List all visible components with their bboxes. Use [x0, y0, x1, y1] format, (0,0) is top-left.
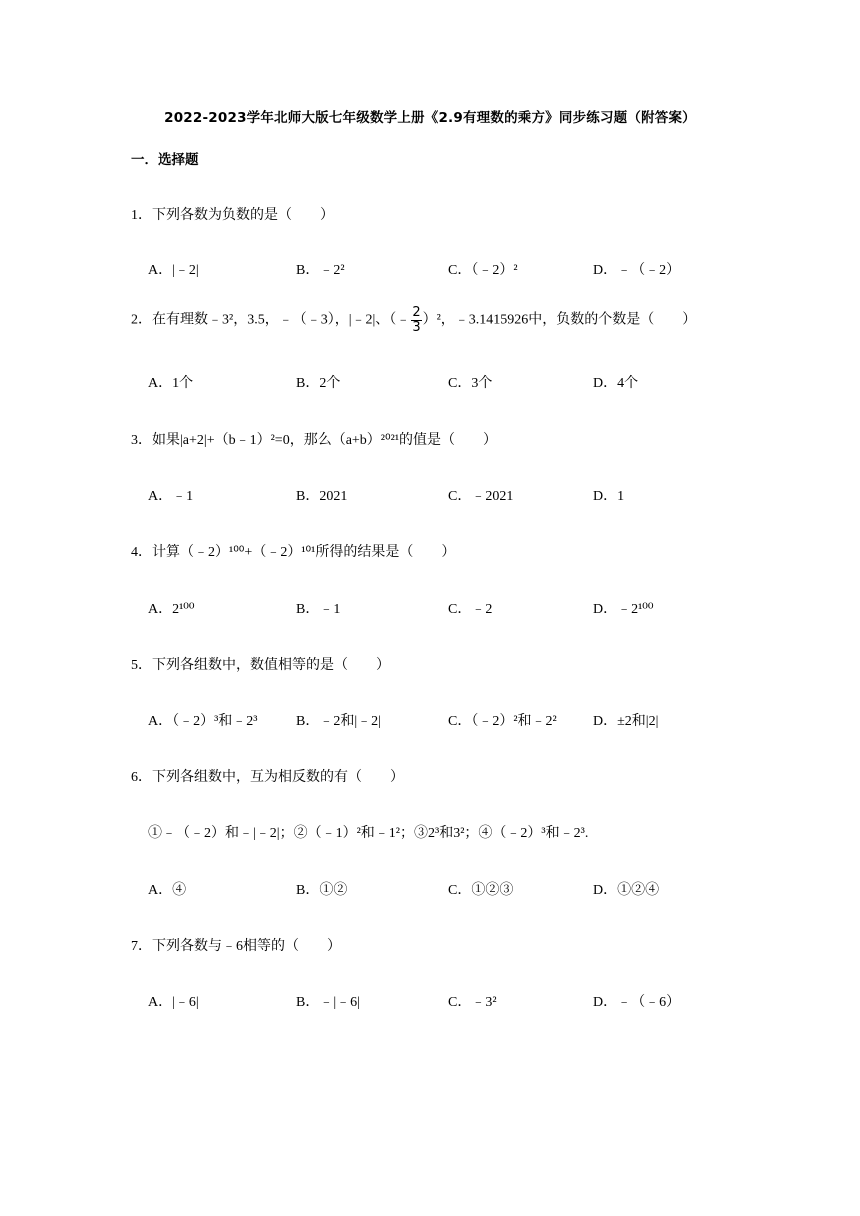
fraction-denominator: 3 — [412, 320, 421, 335]
option-d[interactable]: D．﹣（﹣6） — [593, 995, 681, 1010]
question-text-part-1: 2．在有理数﹣3²，3.5，﹣（﹣3），|﹣2|、（﹣ — [131, 312, 411, 328]
item-1: ①﹣（﹣2）和﹣|﹣2|； — [148, 826, 294, 841]
question-4-stem — [131, 541, 455, 561]
option-b[interactable]: B．﹣2² — [296, 263, 345, 278]
option-d[interactable]: D．±2和|2| — [593, 714, 659, 729]
fraction-numerator: 2 — [412, 305, 421, 320]
option-d[interactable]: D．4个 — [593, 376, 639, 391]
question-6-items — [148, 822, 588, 842]
option-c[interactable]: C．3个 — [448, 376, 493, 391]
question-text: 4．计算（﹣2）¹⁰⁰+（﹣2）¹⁰¹所得的结果是（ ） — [131, 545, 456, 560]
question-7-options — [148, 991, 748, 1013]
option-c[interactable]: C．①②③ — [448, 883, 514, 898]
option-d[interactable]: D．①②④ — [593, 883, 660, 898]
question-text: 5．下列各组数中，数值相等的是（ ） — [131, 658, 390, 673]
item-4: ④（﹣2）³和﹣2³. — [478, 826, 589, 841]
section-heading: 一．选择题 — [131, 152, 199, 168]
question-4-options — [148, 598, 748, 620]
option-b[interactable]: B．﹣2和|﹣2| — [296, 714, 381, 729]
option-c[interactable]: C．﹣2 — [448, 602, 493, 617]
option-c[interactable]: C．（﹣2）²和﹣2² — [448, 714, 557, 729]
question-text: 7．下列各数与﹣6相等的（ ） — [131, 939, 341, 954]
option-a[interactable]: A．|﹣2| — [148, 263, 199, 278]
question-text-part-2: ）²，﹣3.1415926中，负数的个数是（ ） — [422, 312, 697, 328]
option-d[interactable]: D．﹣2¹⁰⁰ — [593, 602, 654, 617]
question-text: 6．下列各组数中，互为相反数的有（ ） — [131, 770, 404, 785]
option-a[interactable]: A．2¹⁰⁰ — [148, 602, 195, 617]
option-b[interactable]: B．﹣|﹣6| — [296, 995, 360, 1010]
option-b[interactable]: B．2021 — [296, 489, 348, 504]
option-a[interactable]: A．1个 — [148, 376, 194, 391]
question-3-stem — [131, 429, 497, 449]
question-2-stem — [131, 306, 696, 335]
question-1-options — [148, 259, 748, 281]
question-2-options — [148, 372, 748, 394]
option-c[interactable]: C．﹣2021 — [448, 489, 514, 504]
question-1-stem — [131, 204, 334, 224]
question-3-options — [148, 485, 748, 507]
question-6-stem — [131, 766, 404, 786]
option-b[interactable]: B．①② — [296, 883, 348, 898]
question-7-stem — [131, 935, 341, 955]
question-text: 3．如果|a+2|+（b﹣1）²=0，那么（a+b）²⁰²¹的值是（ ） — [131, 433, 498, 448]
option-a[interactable]: A．|﹣6| — [148, 995, 199, 1010]
question-text: 1．下列各数为负数的是（ ） — [131, 208, 334, 223]
option-c[interactable]: C．（﹣2）² — [448, 263, 518, 278]
option-b[interactable]: B．﹣1 — [296, 602, 341, 617]
item-3: ③2³和3²； — [414, 826, 479, 841]
option-a[interactable]: A．④ — [148, 883, 187, 898]
option-c[interactable]: C．﹣3² — [448, 995, 497, 1010]
document-title: 2022-2023学年北师大版七年级数学上册《2.9有理数的乘方》同步练习题（附答案） — [164, 110, 696, 126]
option-d[interactable]: D．﹣（﹣2） — [593, 263, 681, 278]
item-2: ②（﹣1）²和﹣1²； — [293, 826, 415, 841]
question-6-options — [148, 879, 748, 901]
option-a[interactable]: A．﹣1 — [148, 489, 194, 504]
option-a[interactable]: A．（﹣2）³和﹣2³ — [148, 714, 258, 729]
question-5-options — [148, 710, 748, 732]
question-5-stem — [131, 654, 390, 674]
option-d[interactable]: D．1 — [593, 489, 625, 504]
fraction — [411, 306, 421, 335]
option-b[interactable]: B．2个 — [296, 376, 341, 391]
